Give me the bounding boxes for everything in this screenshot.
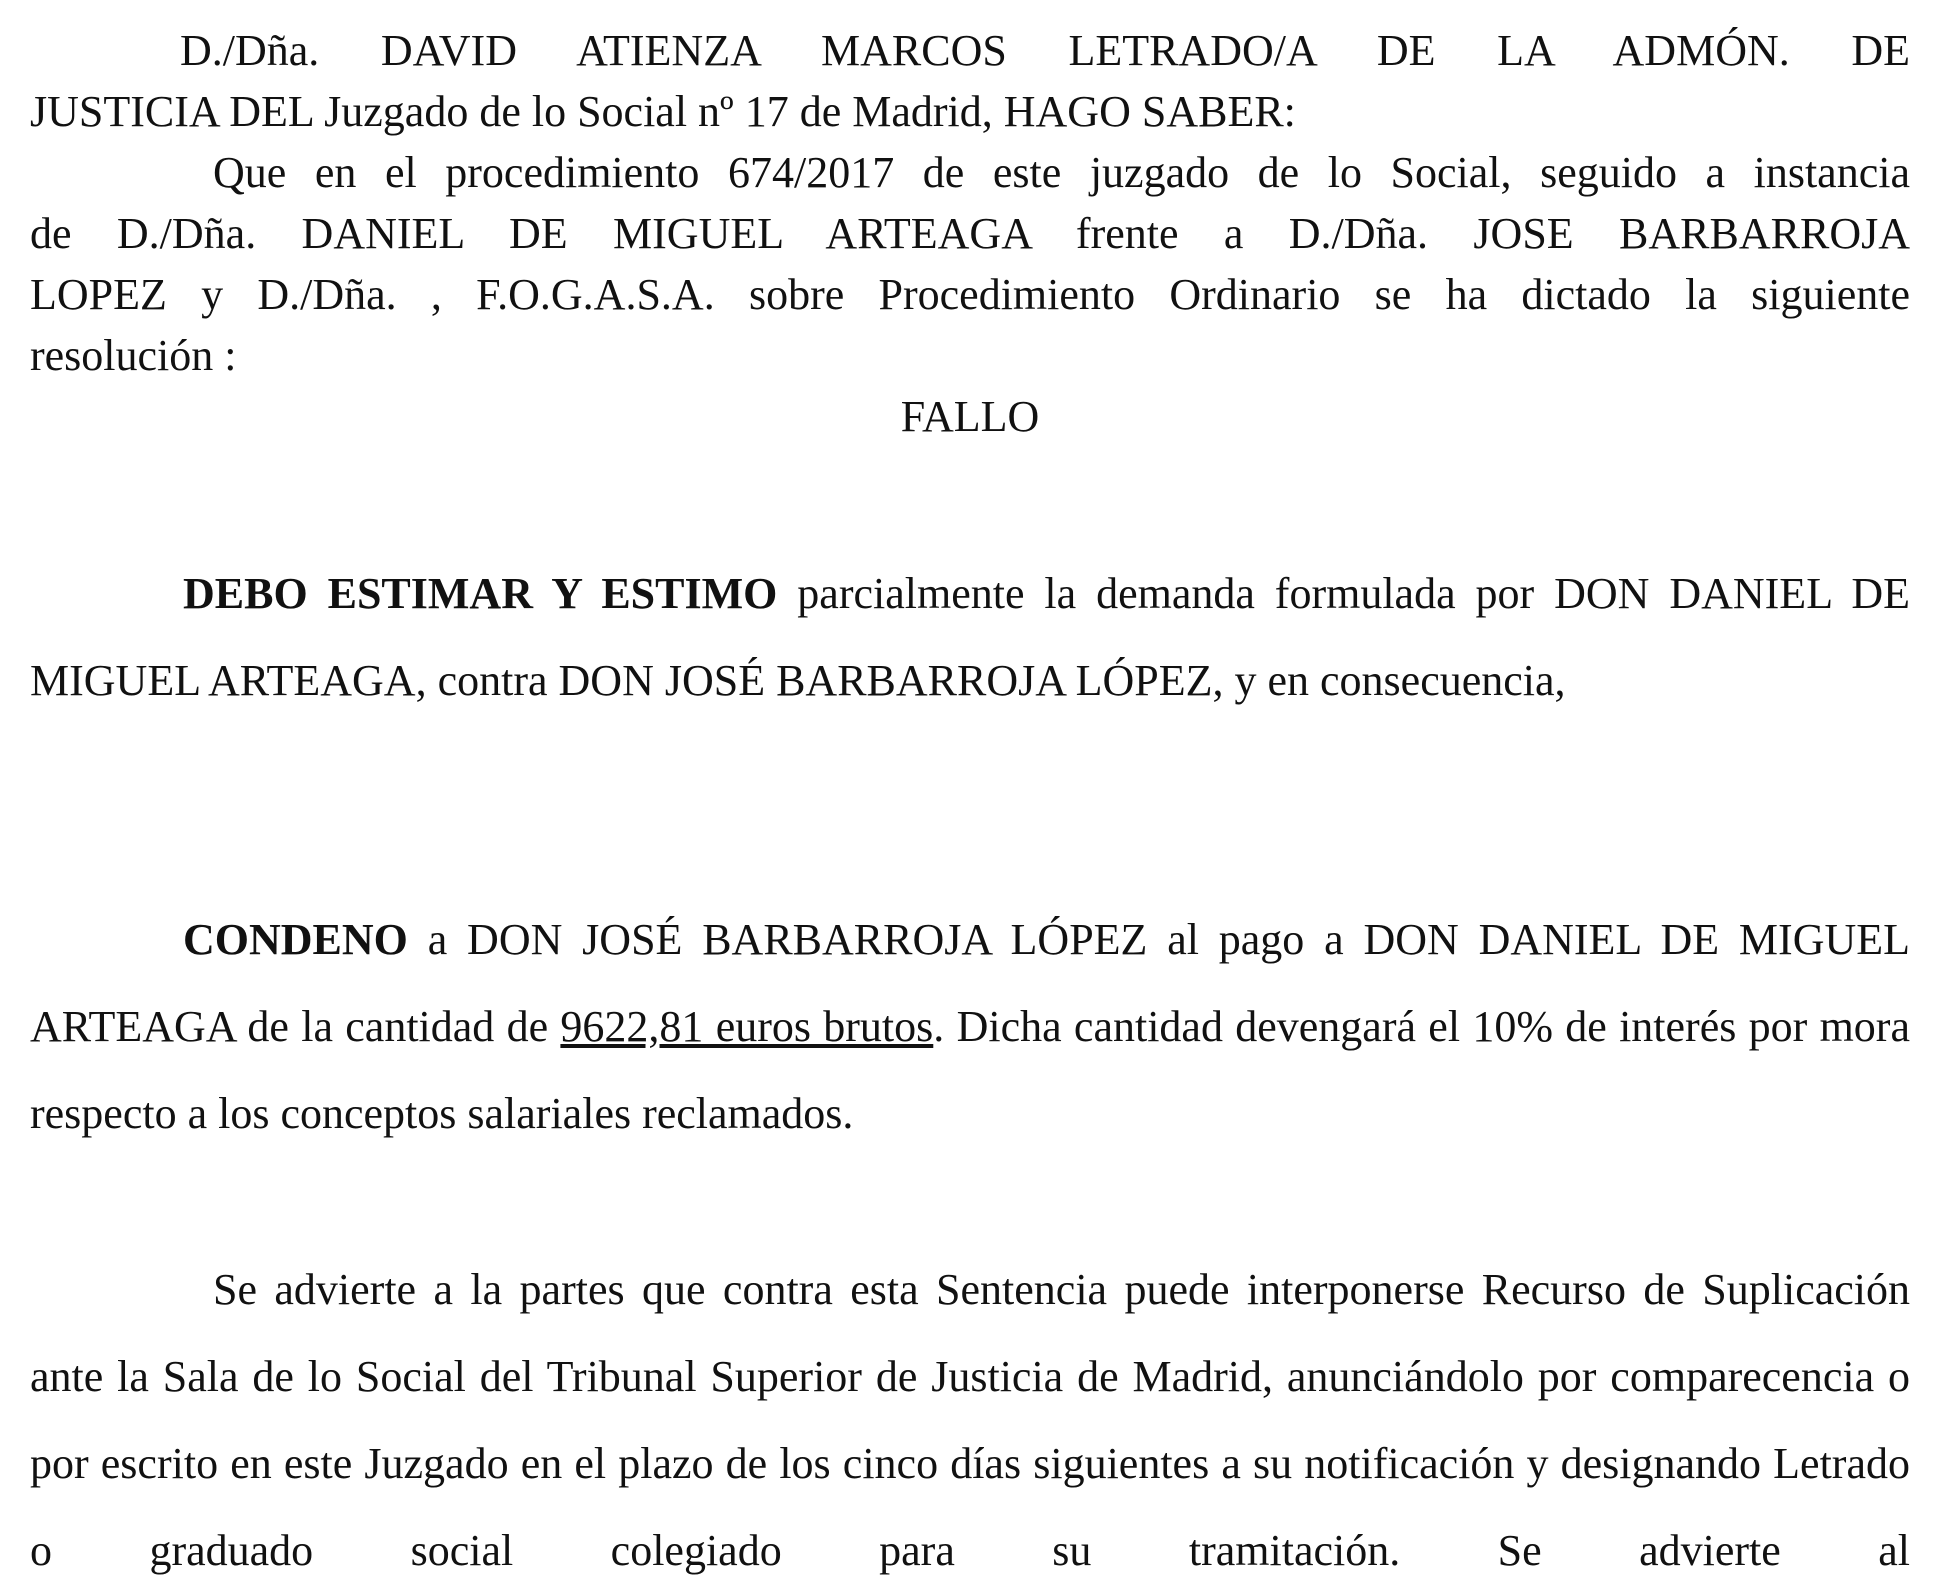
ruling-lead-condemn: CONDENO: [183, 915, 408, 964]
document-page: [30, 20, 1910, 1575]
header-line-6: resolución :: [30, 331, 237, 380]
header-line-5: LOPEZ y D./Dña. , F.O.G.A.S.A. sobre Procedimiento Ordinario se ha dictado la siguiente: [30, 270, 1910, 319]
ruling-text-condemn-before: a DON JOSÉ BARBARROJA LÓPEZ al pago a DON DANIEL DE MIGUEL ARTEAGA de la cantidad de: [30, 915, 1910, 1051]
header-line-3: Que en el procedimiento 674/2017 de este juzgado de lo Social, seguido a instancia: [213, 148, 1910, 197]
ruling-paragraph-estimate: [30, 550, 1910, 724]
header-line-2: JUSTICIA DEL Juzgado de lo Social nº 17 de Madrid, HAGO SABER:: [30, 87, 1296, 136]
header-line-4: de D./Dña. DANIEL DE MIGUEL ARTEAGA frente a D./Dña. JOSE BARBARROJA: [30, 209, 1910, 258]
header-line-1: D./Dña. DAVID ATIENZA MARCOS LETRADO/A DE LA ADMÓN. DE: [180, 26, 1910, 75]
ruling-text-condemn-after: . Dicha cantidad devengará el 10% de interés por mora respecto a los conceptos salariales reclamados.: [30, 1002, 1910, 1138]
fallo-heading: FALLO: [900, 392, 1040, 441]
ruling-lead-estimate: DEBO ESTIMAR Y ESTIMO: [183, 569, 778, 618]
notification-header: [30, 20, 1910, 386]
ruling-text-estimate: parcialmente la demanda formulada por DON DANIEL DE MIGUEL ARTEAGA, contra DON JOSÉ BARBARROJA LÓPEZ, y en consecuencia,: [30, 569, 1910, 705]
ruling-paragraph-condemn: [30, 896, 1910, 1157]
condemned-amount: 9622,81 euros brutos: [560, 1002, 934, 1051]
appeal-notice-paragraph: Se advierte a la partes que contra esta Sentencia puede interponerse Recurso de Suplicación ante la Sala de lo Social del Tribunal Superior de Justicia de Madrid, anunciándolo por comparecencia o por escrito en este Juzgado en el plazo de los cinco días siguientes a su notificación y designando Letrado o graduado social colegiado para su tramitación. Se advierte al: [30, 1265, 1910, 1575]
